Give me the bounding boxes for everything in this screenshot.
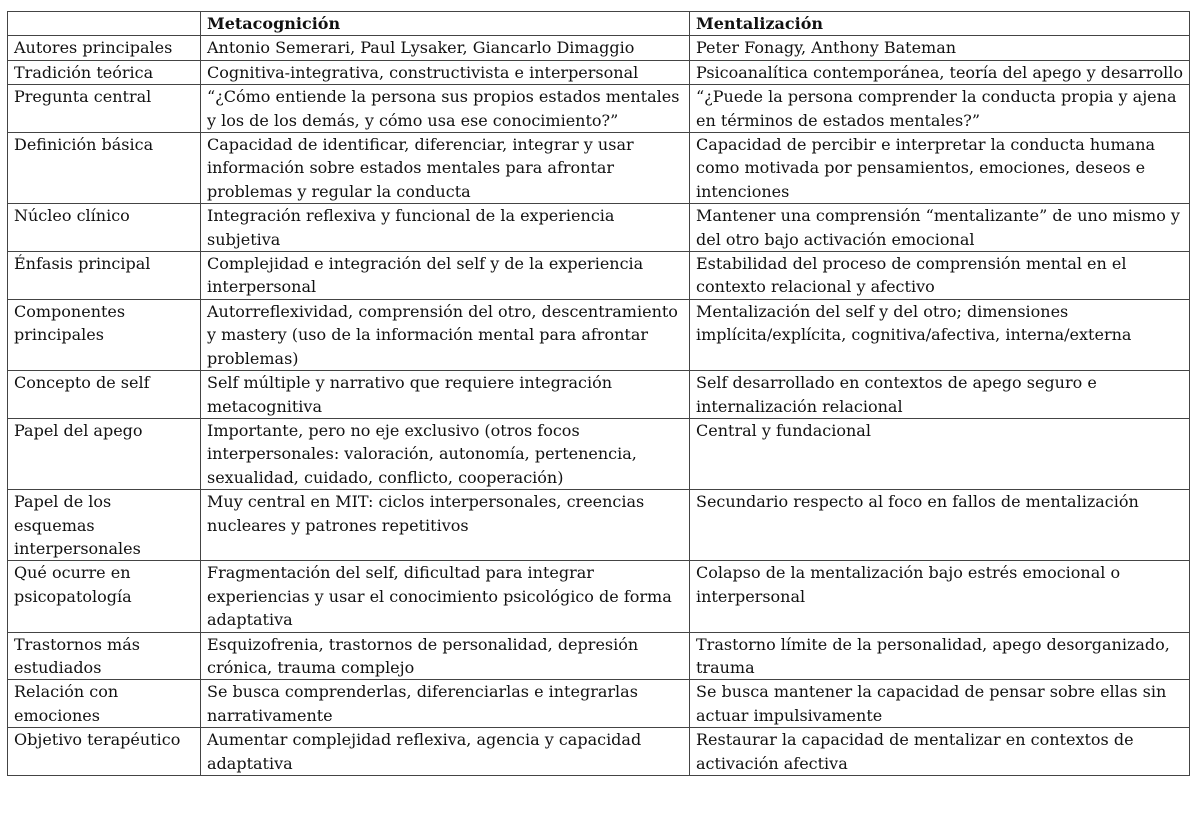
metacognicion-cell: Autorreflexividad, comprensión del otro, descentramiento y mastery (uso de la información mental para afrontar problemas) <box>201 299 690 370</box>
row-label: Énfasis principal <box>8 252 201 300</box>
table-row <box>8 728 1190 776</box>
row-label: Relación con emociones <box>8 680 201 728</box>
metacognicion-cell: “¿Cómo entiende la persona sus propios estados mentales y los de los demás, y cómo usa ese conocimiento?” <box>201 85 690 133</box>
mentalizacion-cell: Mantener una comprensión “mentalizante” de uno mismo y del otro bajo activación emocional <box>690 204 1190 252</box>
mentalizacion-cell: Central y fundacional <box>690 418 1190 489</box>
comparison-table <box>7 11 1190 776</box>
row-label: Trastornos más estudiados <box>8 632 201 680</box>
mentalizacion-cell: Psicoanalítica contemporánea, teoría del apego y desarrollo <box>690 60 1190 84</box>
table-header-row <box>8 12 1190 36</box>
table-row <box>8 204 1190 252</box>
table-row <box>8 680 1190 728</box>
table-row <box>8 418 1190 489</box>
metacognicion-cell: Complejidad e integración del self y de la experiencia interpersonal <box>201 252 690 300</box>
row-label: Papel de los esquemas interpersonales <box>8 490 201 561</box>
mentalizacion-cell: Mentalización del self y del otro; dimensiones implícita/explícita, cognitiva/afectiva, interna/externa <box>690 299 1190 370</box>
table-row <box>8 36 1190 60</box>
row-label: Autores principales <box>8 36 201 60</box>
header-cell-metacognicion: Metacognición <box>201 12 690 36</box>
row-label: Componentes principales <box>8 299 201 370</box>
table-row <box>8 490 1190 561</box>
header-cell-mentalizacion: Mentalización <box>690 12 1190 36</box>
mentalizacion-cell: Estabilidad del proceso de comprensión mental en el contexto relacional y afectivo <box>690 252 1190 300</box>
metacognicion-cell: Self múltiple y narrativo que requiere integración metacognitiva <box>201 371 690 419</box>
row-label: Tradición teórica <box>8 60 201 84</box>
mentalizacion-cell: Capacidad de percibir e interpretar la conducta humana como motivada por pensamientos, emociones, deseos e intenciones <box>690 133 1190 204</box>
table-row <box>8 133 1190 204</box>
table-row <box>8 60 1190 84</box>
metacognicion-cell: Antonio Semerari, Paul Lysaker, Giancarlo Dimaggio <box>201 36 690 60</box>
metacognicion-cell: Aumentar complejidad reflexiva, agencia y capacidad adaptativa <box>201 728 690 776</box>
row-label: Núcleo clínico <box>8 204 201 252</box>
metacognicion-cell: Muy central en MIT: ciclos interpersonales, creencias nucleares y patrones repetitivos <box>201 490 690 561</box>
metacognicion-cell: Importante, pero no eje exclusivo (otros focos interpersonales: valoración, autonomía, pertenencia, sexualidad, cuidado, conflicto, cooperación) <box>201 418 690 489</box>
mentalizacion-cell: Peter Fonagy, Anthony Bateman <box>690 36 1190 60</box>
table-row <box>8 85 1190 133</box>
row-label: Objetivo terapéutico <box>8 728 201 776</box>
row-label: Concepto de self <box>8 371 201 419</box>
metacognicion-cell: Capacidad de identificar, diferenciar, integrar y usar información sobre estados mentales para afrontar problemas y regular la conducta <box>201 133 690 204</box>
mentalizacion-cell: “¿Puede la persona comprender la conducta propia y ajena en términos de estados mentales?” <box>690 85 1190 133</box>
metacognicion-cell: Se busca comprenderlas, diferenciarlas e integrarlas narrativamente <box>201 680 690 728</box>
mentalizacion-cell: Secundario respecto al foco en fallos de mentalización <box>690 490 1190 561</box>
mentalizacion-cell: Se busca mantener la capacidad de pensar sobre ellas sin actuar impulsivamente <box>690 680 1190 728</box>
mentalizacion-cell: Colapso de la mentalización bajo estrés emocional o interpersonal <box>690 561 1190 632</box>
table-row <box>8 632 1190 680</box>
mentalizacion-cell: Trastorno límite de la personalidad, apego desorganizado, trauma <box>690 632 1190 680</box>
metacognicion-cell: Fragmentación del self, dificultad para integrar experiencias y usar el conocimiento psicológico de forma adaptativa <box>201 561 690 632</box>
table-row <box>8 371 1190 419</box>
row-label: Definición básica <box>8 133 201 204</box>
mentalizacion-cell: Restaurar la capacidad de mentalizar en contextos de activación afectiva <box>690 728 1190 776</box>
table-row <box>8 561 1190 632</box>
table-row <box>8 252 1190 300</box>
metacognicion-cell: Integración reflexiva y funcional de la experiencia subjetiva <box>201 204 690 252</box>
mentalizacion-cell: Self desarrollado en contextos de apego seguro e internalización relacional <box>690 371 1190 419</box>
row-label: Pregunta central <box>8 85 201 133</box>
table-row <box>8 299 1190 370</box>
row-label: Papel del apego <box>8 418 201 489</box>
metacognicion-cell: Cognitiva-integrativa, constructivista e interpersonal <box>201 60 690 84</box>
row-label: Qué ocurre en psicopatología <box>8 561 201 632</box>
header-cell-empty <box>8 12 201 36</box>
metacognicion-cell: Esquizofrenia, trastornos de personalidad, depresión crónica, trauma complejo <box>201 632 690 680</box>
